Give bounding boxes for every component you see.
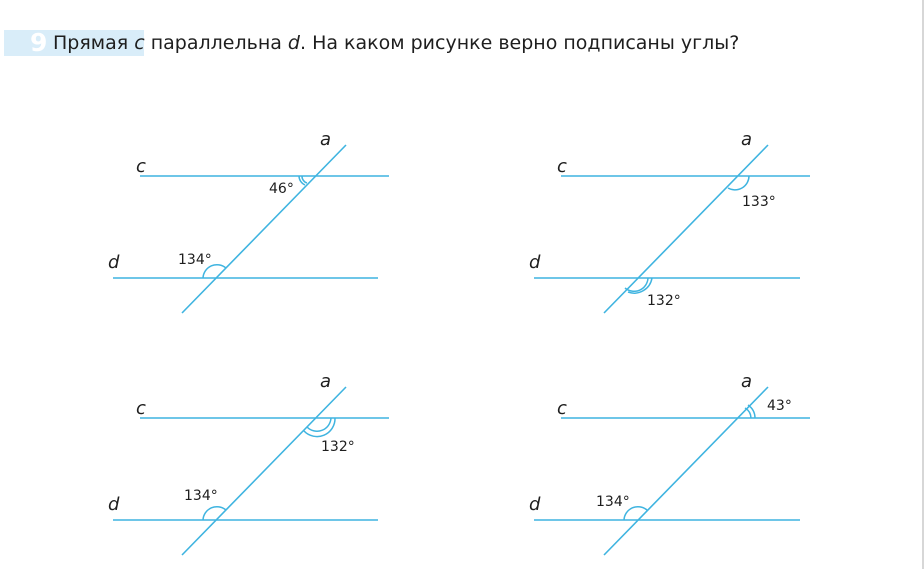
label-c: c xyxy=(136,156,146,177)
line-a xyxy=(182,387,346,555)
angle-label-top: 132° xyxy=(321,439,355,455)
angle-label-top: 133° xyxy=(742,194,776,210)
question-line-c: c xyxy=(134,32,145,54)
label-c: c xyxy=(557,398,567,419)
figure-3[interactable] xyxy=(108,371,389,555)
label-d: d xyxy=(529,494,541,515)
angle-label-bottom: 134° xyxy=(596,494,630,510)
figure-4[interactable] xyxy=(529,371,810,555)
question-text-start: Прямая xyxy=(53,32,135,54)
label-d: d xyxy=(108,494,120,515)
angle-label-bottom: 134° xyxy=(178,252,212,268)
question-text-end: . На каком рисунке верно подписаны углы? xyxy=(299,32,740,54)
figure-1[interactable] xyxy=(108,129,389,313)
label-a: a xyxy=(320,129,332,150)
line-a xyxy=(182,145,346,313)
task-number: 9 xyxy=(30,28,48,57)
label-c: c xyxy=(136,398,146,419)
question-text-middle: параллельна xyxy=(144,32,288,54)
angle-label-top: 43° xyxy=(767,398,792,414)
angle-arc-top-inner xyxy=(302,176,307,183)
label-a: a xyxy=(741,129,753,150)
line-a xyxy=(604,145,768,313)
label-c: c xyxy=(557,156,567,177)
angle-label-top: 46° xyxy=(269,181,294,197)
angle-label-bottom: 132° xyxy=(647,293,681,309)
label-a: a xyxy=(320,371,332,392)
angle-arc-top xyxy=(307,418,331,431)
figure-2[interactable] xyxy=(529,129,810,313)
line-a xyxy=(604,387,768,555)
label-d: d xyxy=(108,252,120,273)
angle-label-bottom: 134° xyxy=(184,488,218,504)
label-d: d xyxy=(529,252,541,273)
label-a: a xyxy=(741,371,753,392)
question-line-d: d xyxy=(287,32,300,54)
